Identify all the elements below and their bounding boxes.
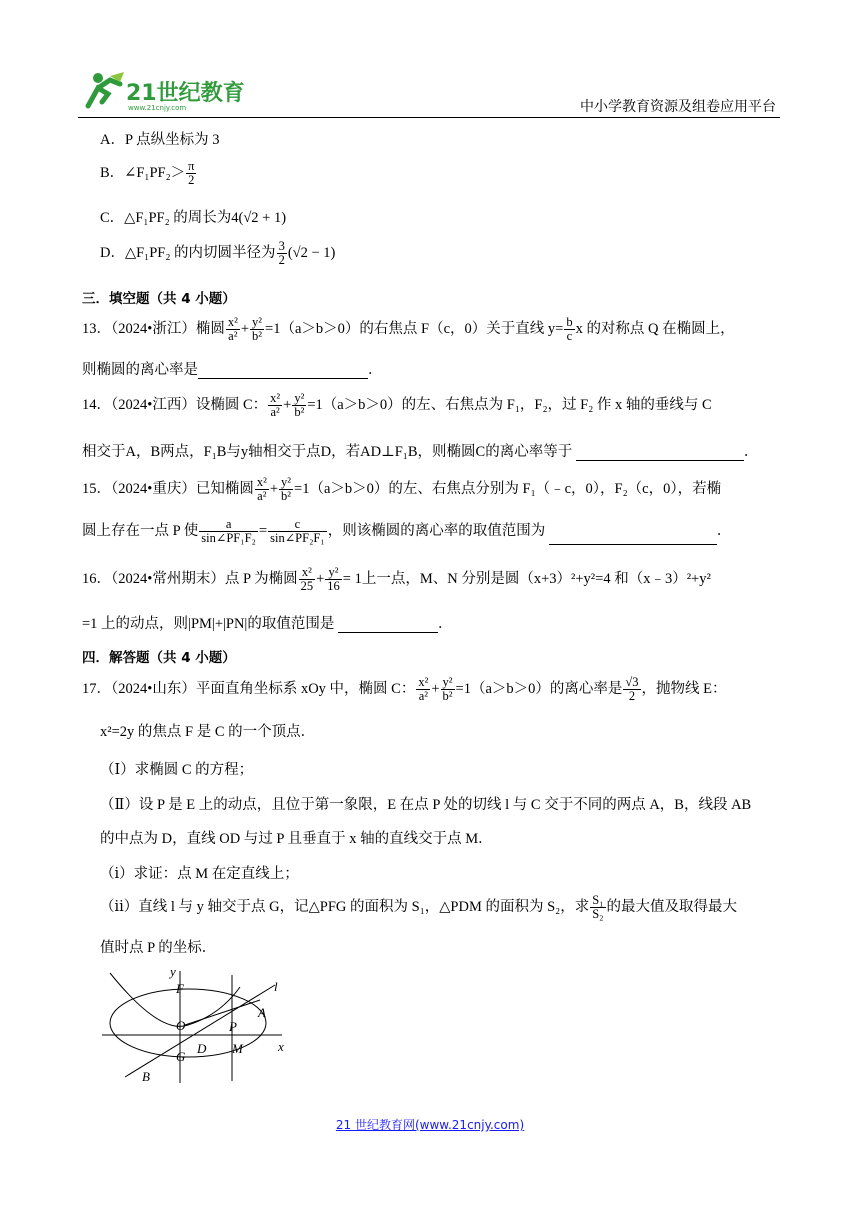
question-14: 14．（2024•江西）设椭圆 C： $\frac{\text{x²}}{\text{a²}}$ + $\frac{\text{y²}}{\text{b²}}$ =1（a＞b＞0）的左、右焦点为 F₁，F₂，过 F₂ 作 x 轴的垂线与 C (82, 391, 712, 420)
logo-url: www.21cnjy.com (128, 104, 187, 112)
footer-link[interactable]: 21 世纪教育网(www.21cnjy.com) (335, 1118, 525, 1132)
question-16: 16．（2024•常州期末）点 P 为椭圆 $\frac{\text{x²}}{25}$ + $\frac{\text{y²}}{16}$ = 1上一点，M、N 分别是圆（x+3）²+y²=4 和（x﹣3）²+y² (82, 565, 711, 594)
header-platform-name: 中小学教育资源及组卷应用平台 (580, 99, 776, 115)
site-logo (80, 66, 250, 114)
question-13: 13．（2024•浙江）椭圆 $\frac{\text{x²}}{\text{a²}}$ + $\frac{\text{y²}}{\text{b²}}$ =1（a＞b＞0）的右焦点 F（c，0）关于直线 y= $\frac{b}{c}$ x 的对称点 Q 在椭圆上， (82, 315, 735, 344)
question-17-sub-i: （ⅰ）求证：点 M 在定直线上； (100, 866, 299, 882)
question-14-line2: 相交于A，B两点，F₁B与y轴相交于点D，若AD⊥F₁B，则椭圆C的离心率等于 ． (82, 444, 759, 460)
question-17-last: 值时点 P 的坐标． (100, 940, 217, 956)
question-17-part1: （Ⅰ）求椭圆 C 的方程； (100, 762, 254, 778)
fig-label-g: G (176, 1049, 186, 1064)
fig-label-y: y (170, 965, 176, 979)
answer-blank-15[interactable] (549, 530, 717, 545)
fig-label-p: P (229, 1019, 237, 1034)
fig-label-m: M (232, 1041, 243, 1056)
fig-label-b: B (142, 1069, 150, 1084)
fig-label-a: A (258, 1005, 266, 1020)
option-b: B．∠F₁PF₂＞ $\frac{\pi}{2}$ (100, 159, 195, 188)
fig-label-o: O (176, 1018, 186, 1033)
answer-blank-16[interactable] (338, 618, 438, 633)
question-17-part2: （Ⅱ）设 P 是 E 上的动点，且位于第一象限，E 在点 P 处的切线 l 与 C 交于不同的两点 A，B，线段 AB (100, 797, 752, 813)
question-17-part2-cont: 的中点为 D，直线 OD 与过 P 且垂直于 x 轴的直线交于点 M． (100, 831, 493, 847)
fig-label-x: x (278, 1039, 284, 1054)
question-15: 15．（2024•重庆）已知椭圆 $\frac{\text{x²}}{\text{a²}}$ + $\frac{\text{y²}}{\text{b²}}$ =1（a＞b＞0）的左、右焦点分别为 F₁（﹣c，0），F₂（c，0），若椭 (82, 475, 722, 504)
answer-blank-13[interactable] (198, 364, 368, 379)
option-c: C．△F₁PF₂ 的周长为4(√2 + 1) (100, 210, 287, 226)
question-15-line2: 圆上存在一点 P 使 $\frac{a}{\text{sin∠PF₁F₂}}$ = $\frac{c}{\text{sin∠PF₂F₁}}$ ，则该椭圆的离心率的取值范围为 ． (82, 517, 732, 546)
fig-label-f: F (176, 981, 184, 996)
section-answer: 四．解答题（共 4 小题） (82, 650, 236, 666)
header-divider (78, 117, 780, 118)
answer-blank-14[interactable] (576, 446, 744, 461)
option-d: D．△F₁PF₂ 的内切圆半径为 $\frac{3}{2}$ (√2 − 1) (100, 239, 336, 268)
option-a: A．P 点纵坐标为 3 (100, 132, 220, 148)
ellipse-figure (100, 965, 290, 1085)
logo-text: 21世纪教育 (126, 81, 245, 106)
section-fill-in: 三．填空题（共 4 小题） (82, 291, 236, 307)
fig-label-d: D (197, 1041, 207, 1056)
question-17-sub-ii: （ⅱ）直线 l 与 y 轴交于点 G，记△PFG 的面积为 S₁，△PDM 的面积为 S₂，求 $\frac{\text{S₁}}{\text{S₂}}$ 的最大值及取得最大 (100, 893, 738, 922)
question-13-line2: 则椭圆的离心率是 ． (82, 362, 383, 378)
question-17: 17．（2024•山东）平面直角坐标系 xOy 中，椭圆 C： $\frac{\text{x²}}{\text{a²}}$ + $\frac{\text{y²}}{\text{b²}}$ =1（a＞b＞0）的离心率是 $\frac{√3}{2}$ ，抛物线 E： (82, 675, 727, 704)
question-16-line2: =1 上的动点，则|PM|+|PN|的取值范围是 ． (82, 616, 453, 632)
question-17-line2: x²=2y 的焦点 F 是 C 的一个顶点． (100, 724, 316, 740)
fig-label-l: l (274, 979, 278, 994)
